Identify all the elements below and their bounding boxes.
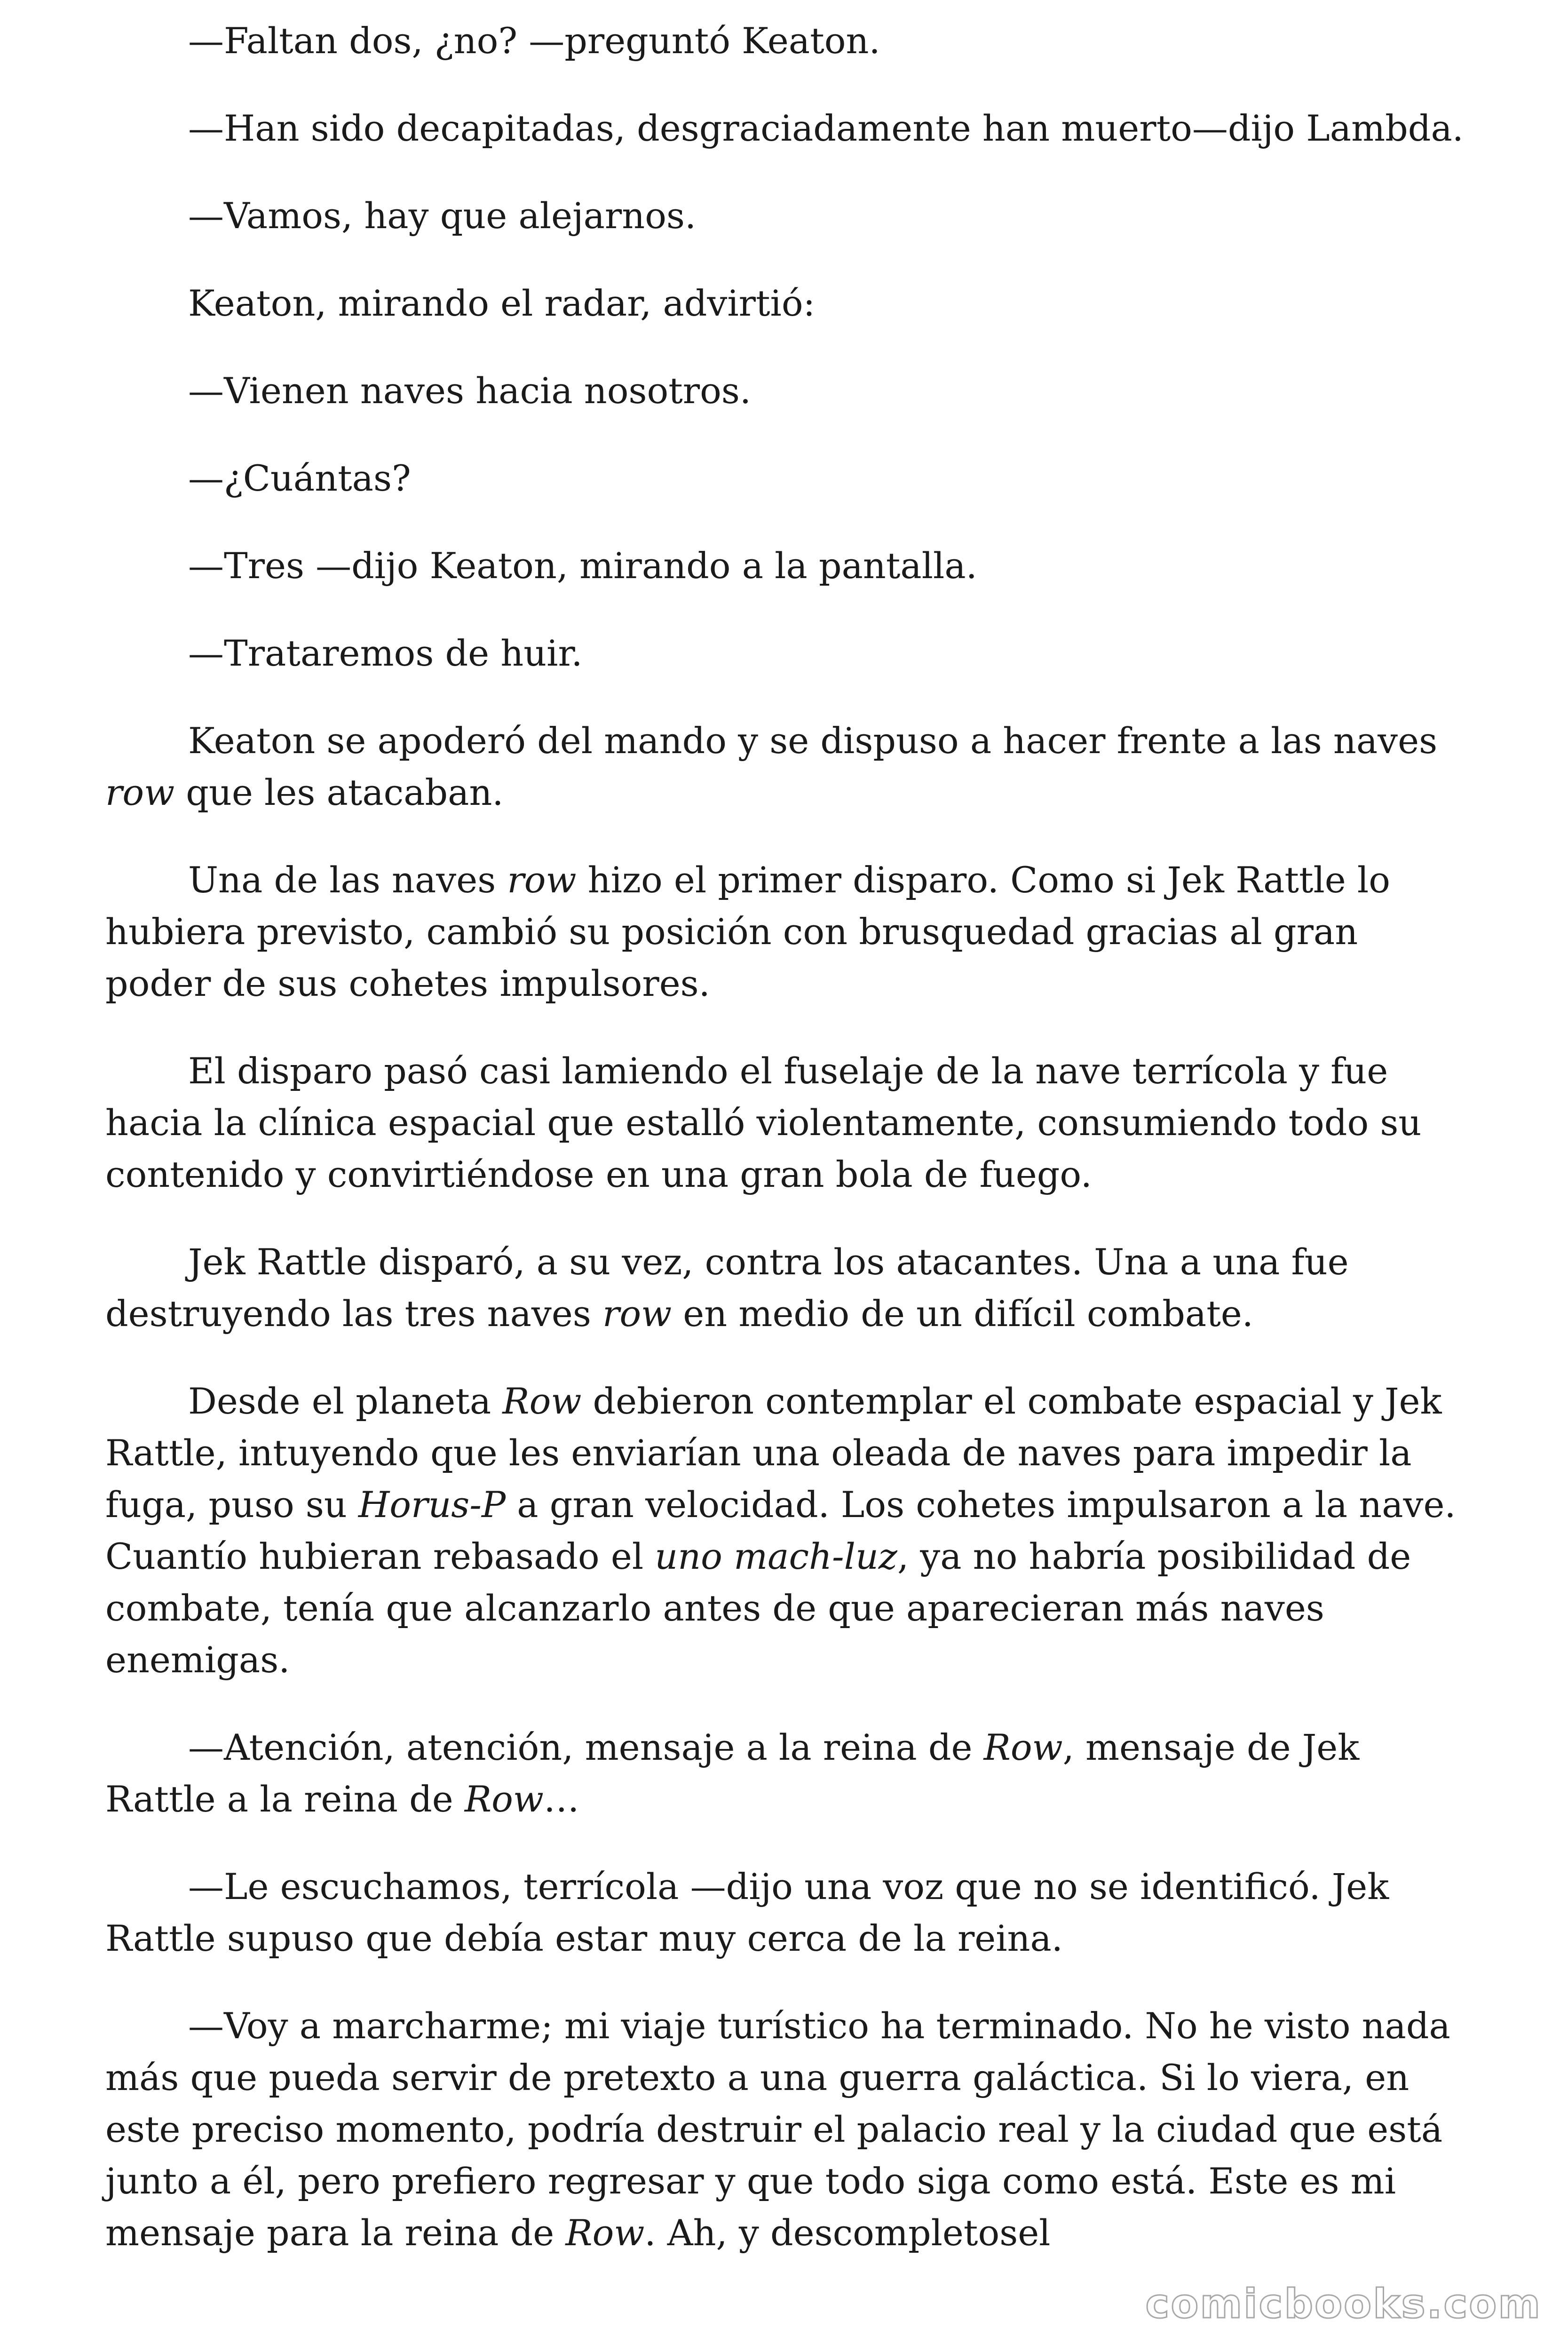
paragraph-12: Jek Rattle disparó, a su vez, contra los atacantes. Una a una fue destruyendo las tres naves row en medio de un difícil combate. bbox=[105, 1241, 1349, 1335]
paragraph-2: —Han sido decapitadas, desgraciadamente han muerto—dijo Lambda. bbox=[188, 107, 1464, 149]
paragraph-8: —Trataremos de huir. bbox=[188, 632, 583, 674]
paragraph-13: Desde el planeta Row debieron contemplar el combate espacial y Jek Rattle, intuyendo que les enviarían una oleada de naves para impedir la fuga, puso su Horus-P a gran velocidad. Los cohetes impulsaron a la nave. Cuantío hubieran rebasado el uno mach-luz, ya no habría posibilidad de combate, tenía que alcanzarlo antes de que aparecieran más naves enemigas. bbox=[105, 1380, 1456, 1681]
watermark-logo: comicbooks.com bbox=[1145, 2280, 1542, 2328]
paragraph-14: —Atención, atención, mensaje a la reina de Row, mensaje de Jek Rattle a la reina de Row… bbox=[105, 1726, 1360, 1820]
paragraph-15: —Le escuchamos, terrícola —dijo una voz que no se identificó. Jek Rattle supuso que debía estar muy cerca de la reina. bbox=[105, 1866, 1389, 1959]
paragraph-9: Keaton se apoderó del mando y se dispuso a hacer frente a las naves row que les atacaban. bbox=[105, 720, 1438, 813]
paragraph-5: —Vienen naves hacia nosotros. bbox=[188, 370, 752, 412]
paragraph-10: Una de las naves row hizo el primer disparo. Como si Jek Rattle lo hubiera previsto, cambió su posición con brusquedad gracias al gran poder de sus cohetes impulsores. bbox=[105, 859, 1390, 1004]
paragraph-7: —Tres —dijo Keaton, mirando a la pantalla. bbox=[188, 545, 977, 587]
paragraph-6: —¿Cuántas? bbox=[188, 457, 411, 499]
paragraph-11: El disparo pasó casi lamiendo el fuselaje de la nave terrícola y fue hacia la clínica espacial que estalló violentamente, consumiendo todo su contenido y convirtiéndose en una gran bola de fuego. bbox=[105, 1050, 1422, 1195]
paragraph-4: Keaton, mirando el radar, advirtió: bbox=[188, 282, 816, 324]
book-page-text bbox=[105, 15, 1471, 2295]
paragraph-1: —Faltan dos, ¿no? —preguntó Keaton. bbox=[188, 20, 880, 62]
paragraph-3: —Vamos, hay que alejarnos. bbox=[188, 195, 697, 237]
paragraph-16: —Voy a marcharme; mi viaje turístico ha terminado. No he visto nada más que pueda servir de pretexto a una guerra galáctica. Si lo viera, en este preciso momento, podría destruir el palacio real y la ciudad que está junto a él, pero prefiero regresar y que todo siga como está. Este es mi mensaje para la reina de Row. Ah, y descompletosel bbox=[105, 2005, 1450, 2254]
